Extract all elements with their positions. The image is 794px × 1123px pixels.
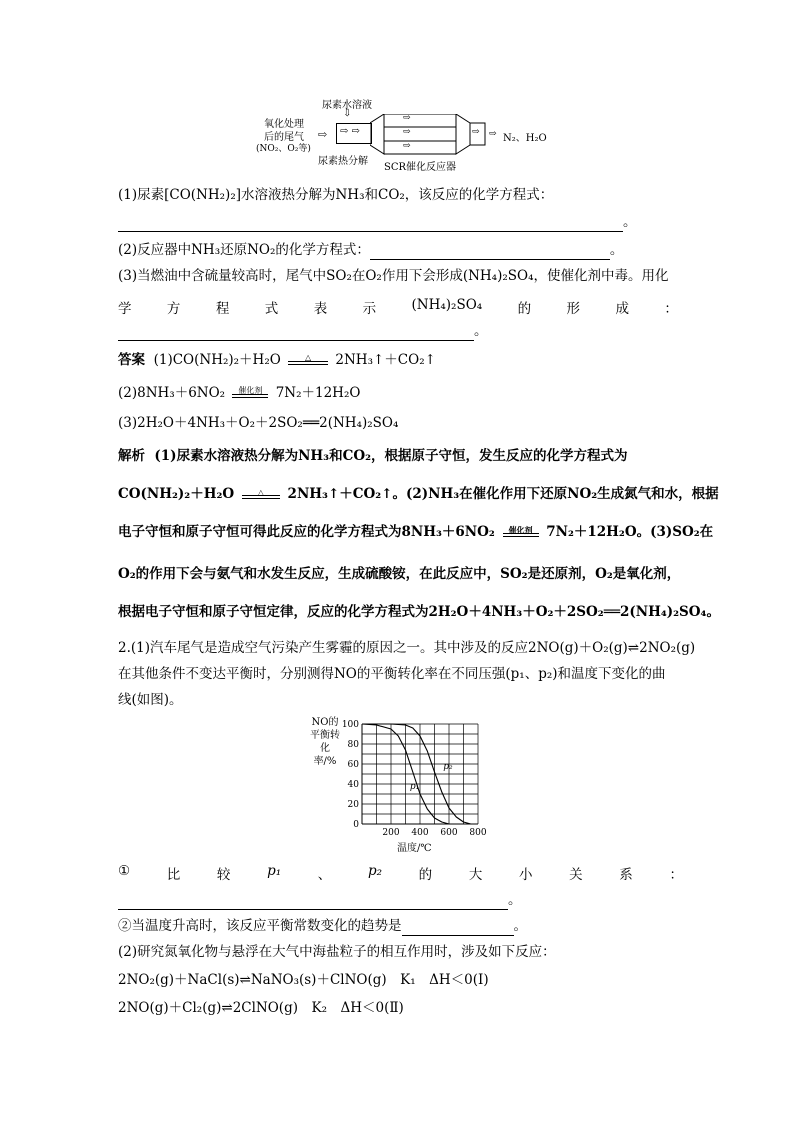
q2-part2: (2)研究氮氧化物与悬浮在大气中海盐粒子的相互作用时，涉及如下反应： bbox=[118, 944, 556, 960]
period: 。 bbox=[609, 242, 624, 258]
answer-1 bbox=[118, 350, 436, 370]
answer-3: (3)2H₂O＋4NH₃＋O₂＋2SO₂══2(NH₄)₂SO₄ bbox=[118, 415, 399, 431]
q1-part3-word: 成 bbox=[615, 301, 629, 317]
q1-part2 bbox=[118, 240, 623, 260]
reaction-condition bbox=[503, 526, 539, 540]
scr-label: SCR催化反应器 bbox=[384, 162, 457, 173]
period: 。 bbox=[623, 214, 637, 230]
y-axis-label: NO的平衡转化率/% bbox=[310, 717, 340, 767]
exit-arrow-icon: ⇨ bbox=[472, 127, 480, 137]
analysis-text-1: (1)尿素水溶液热分解为NH₃和CO₂，根据原子守恒，发生反应的化学方程式为 bbox=[154, 448, 628, 464]
q1-part3-word: 式 bbox=[264, 301, 279, 317]
q2-line-2: 在其他条件不变达平衡时，分别测得NO的平衡转化率在不同压强(p₁、p₂)和温度下变化的曲 bbox=[118, 666, 666, 682]
analysis-l2-left: CO(NH₂)₂＋H₂O bbox=[118, 486, 235, 502]
q1-part2-text: (2)反应器中NH₃还原NO₂的化学方程式： bbox=[118, 242, 370, 258]
analysis-label: 解析 bbox=[118, 448, 145, 464]
input-arrow-icon: ⇨ bbox=[318, 128, 328, 141]
analysis-line-2 bbox=[118, 484, 719, 504]
q1-part3-word: 程 bbox=[215, 301, 230, 317]
q1-part3-word: ： bbox=[664, 301, 678, 317]
scr-arrow-2-icon: ⇨ bbox=[403, 127, 411, 137]
chamber-arrows-icon: ⇨ ⇨ bbox=[340, 126, 360, 137]
answer-1-left: (1)CO(NH₂)₂＋H₂O bbox=[153, 352, 281, 368]
q2-sub2 bbox=[118, 916, 527, 936]
q2-sub1-word: 小 bbox=[518, 867, 533, 883]
y-tick-label: 100 bbox=[341, 720, 359, 730]
x-tick-label: 200 bbox=[382, 828, 400, 838]
heat-symbol: △ bbox=[257, 486, 264, 497]
answer-2-left: (2)8NH₃＋6NO₂ bbox=[118, 385, 226, 401]
outputs-label: N₂、H₂O bbox=[503, 133, 547, 144]
q1-part1: (1)尿素[CO(NH₂)₂]水溶液热分解为NH₃和CO₂，该反应的化学方程式： bbox=[118, 187, 554, 203]
q2-sub1-word: ① bbox=[118, 863, 131, 879]
q1-part3-word: (NH₄)₂SO₄ bbox=[411, 297, 483, 313]
down-arrow-icon: ⇩ bbox=[343, 108, 352, 119]
y-tick-label: 80 bbox=[347, 740, 359, 750]
q2-sub1-word: p₁ bbox=[267, 863, 282, 879]
heat-symbol: △ bbox=[305, 352, 312, 362]
q1-part1-answer-line bbox=[118, 212, 637, 232]
q2-sub1-word: 比 bbox=[166, 867, 181, 883]
q2-line-3: 线(如图)。 bbox=[118, 692, 183, 708]
x-axis-label: 温度/℃ bbox=[397, 843, 432, 854]
q2-sub1-word: 较 bbox=[216, 867, 231, 883]
catalyst-label: 催化剂 bbox=[508, 524, 533, 535]
exhaust-label-1: 氧化处理 bbox=[264, 119, 304, 130]
output-arrow-icon: ⇨ bbox=[489, 129, 497, 139]
q1-part3-word: 方 bbox=[166, 301, 181, 317]
blank-line[interactable] bbox=[370, 245, 610, 260]
y-tick-label: 0 bbox=[353, 820, 359, 830]
answer-label: 答案 bbox=[118, 352, 145, 368]
analysis-line-5: 根据电子守恒和原子守恒定律，反应的化学方程式为2H₂O＋4NH₃＋O₂＋2SO₂══2(NH₄)₂SO₄。 bbox=[118, 604, 720, 620]
series-label: p₁ bbox=[409, 782, 420, 792]
q2-sub1-word: 关 bbox=[569, 867, 583, 883]
conversion-chart bbox=[310, 716, 490, 856]
q2-sub1-justified bbox=[118, 863, 683, 883]
period: 。 bbox=[508, 892, 522, 908]
analysis-l3-right: 7N₂＋12H₂O。(3)SO₂在 bbox=[546, 524, 714, 540]
y-tick-label: 20 bbox=[347, 800, 359, 810]
q2-sub1-answer-line bbox=[118, 890, 522, 910]
scr-arrow-1-icon: ⇨ bbox=[403, 113, 411, 123]
q2-sub1-word: 的 bbox=[418, 867, 433, 883]
series-label: p₂ bbox=[443, 762, 453, 772]
reaction-condition bbox=[288, 354, 328, 368]
x-tick-label: 400 bbox=[411, 828, 429, 838]
analysis-l3-left: 电子守恒和原子守恒可得此反应的化学方程式为8NH₃＋6NO₂ bbox=[118, 524, 495, 540]
answer-2-right: 7N₂＋12H₂O bbox=[275, 385, 361, 401]
q2-sub2-text: ②当温度升高时，该反应平衡常数变化的趋势是 bbox=[118, 918, 402, 934]
period: 。 bbox=[513, 918, 527, 934]
q1-part3-word: 表 bbox=[313, 301, 328, 317]
q1-part3-word: 形 bbox=[566, 301, 581, 317]
q2-sub1-word: 系 bbox=[619, 867, 633, 883]
y-tick-label: 60 bbox=[347, 760, 359, 770]
answer-2 bbox=[118, 383, 360, 403]
q1-part3-answer-line bbox=[118, 321, 488, 341]
q2-sub1-word: 大 bbox=[468, 867, 483, 883]
period: 。 bbox=[474, 323, 488, 339]
q1-part3-word: 学 bbox=[118, 301, 132, 317]
q1-part3-justified bbox=[118, 297, 678, 317]
blank-line[interactable] bbox=[118, 326, 474, 341]
urea-decomp-label: 尿素热分解 bbox=[318, 156, 368, 167]
y-tick-label: 40 bbox=[347, 780, 359, 790]
chart-container bbox=[310, 716, 490, 856]
analysis-l2-right: 2NH₃↑＋CO₂↑。(2)NH₃在催化作用下还原NO₂生成氮气和水，根据 bbox=[287, 486, 719, 502]
reaction-condition bbox=[242, 488, 280, 502]
reaction-2: 2NO(g)＋Cl₂(g)⇌2ClNO(g) K₂ ΔH＜0(Ⅱ) bbox=[118, 1000, 404, 1016]
exhaust-label-2: 后的尾气 bbox=[264, 132, 304, 143]
analysis-line-3 bbox=[118, 522, 713, 542]
q1-part3-word: 的 bbox=[517, 301, 532, 317]
catalyst-label: 催化剂 bbox=[238, 385, 263, 395]
blank-line[interactable] bbox=[118, 217, 623, 232]
reaction-condition bbox=[232, 387, 268, 401]
q2-sub1-word: 、 bbox=[317, 867, 332, 883]
answer-1-right: 2NH₃↑＋CO₂↑ bbox=[335, 352, 436, 368]
blank-line[interactable] bbox=[402, 921, 514, 936]
analysis-line-1 bbox=[118, 446, 628, 466]
analysis-line-4: O₂的作用下会与氨气和水发生反应，生成硫酸铵，在此反应中，SO₂是还原剂，O₂是氧化剂， bbox=[118, 566, 681, 582]
q2-sub1-word: ： bbox=[669, 867, 683, 883]
x-tick-label: 600 bbox=[440, 828, 458, 838]
q1-part3-word: 示 bbox=[362, 301, 377, 317]
q2-sub1-word: p₂ bbox=[367, 863, 383, 879]
exhaust-label-3: (NO₂、O₂等) bbox=[256, 144, 311, 154]
blank-line[interactable] bbox=[118, 895, 508, 910]
reaction-1: 2NO₂(g)＋NaCl(s)⇌NaNO₃(s)＋ClNO(g) K₁ ΔH＜0(Ⅰ) bbox=[118, 972, 489, 988]
scr-arrow-3-icon: ⇨ bbox=[403, 141, 411, 151]
x-tick-label: 800 bbox=[469, 828, 487, 838]
urea-solution-label: 尿素水溶液 bbox=[322, 100, 372, 111]
q1-part3: (3)当燃油中含硫量较高时，尾气中SO₂在O₂作用下会形成(NH₄)₂SO₄，使催化剂中毒。用化 bbox=[118, 268, 669, 284]
q2-line-1: 2.(1)汽车尾气是造成空气污染产生雾霾的原因之一。其中涉及的反应2NO(g)＋O₂(g)⇌2NO₂(g) bbox=[118, 640, 696, 656]
